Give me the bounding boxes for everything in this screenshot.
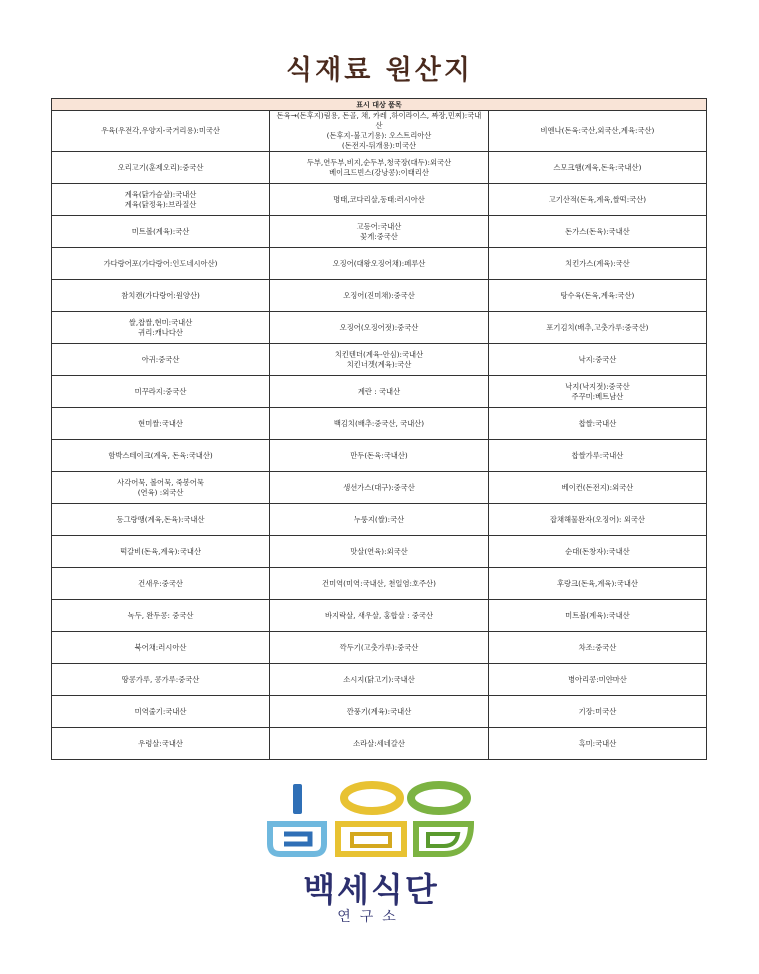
table-cell: 찹쌀가루:국내산 — [488, 440, 706, 472]
table-cell: 차조:중국산 — [488, 632, 706, 664]
table-row — [52, 600, 707, 632]
table-cell: 참치캔(가다랑어:원양산) — [52, 280, 270, 312]
table-row — [52, 632, 707, 664]
table-cell: 후랑크(돈육,계육):국내산 — [488, 568, 706, 600]
table-cell: 오징어(진미채):중국산 — [270, 280, 489, 312]
table-row — [52, 536, 707, 568]
origin-table — [51, 98, 707, 760]
table-row — [52, 472, 707, 504]
table-cell: 녹두, 완두콩: 중국산 — [52, 600, 270, 632]
table-cell: 누룽지(쌀):국산 — [270, 504, 489, 536]
table-row — [52, 568, 707, 600]
table-cell: 현미쌀:국내산 — [52, 408, 270, 440]
table-cell: 고기산적(돈육,계육,쌀떡:국산) — [488, 184, 706, 216]
table-row — [52, 184, 707, 216]
logo-digit-one — [293, 784, 302, 814]
table-cell: 잡채해물완자(오징어): 외국산 — [488, 504, 706, 536]
table-cell: 계란 : 국내산 — [270, 376, 489, 408]
table-cell: 치킨텐더(계육-안심):국내산 치킨너겟(계육):국산 — [270, 344, 489, 376]
logo-bowl-yellow — [338, 824, 404, 854]
table-cell: 치킨가스(계육):국산 — [488, 248, 706, 280]
table-row — [52, 504, 707, 536]
table-cell: 두부,연두부,비지,순두부,청국장(대두):외국산 베이크드빈스(강낭콩):이태리산 — [270, 152, 489, 184]
table-cell: 쌀,찹쌀,현미:국내산 귀리:캐나다산 — [52, 312, 270, 344]
table-cell: 흑미:국내산 — [488, 728, 706, 760]
table-cell: 가다랑어포(가다랑어:인도네시아산) — [52, 248, 270, 280]
table-cell: 포기김치(배추,고춧가루:중국산) — [488, 312, 706, 344]
table-cell: 생선가스(대구):중국산 — [270, 472, 489, 504]
table-row — [52, 408, 707, 440]
table-cell: 땅콩가루, 콩가루:중국산 — [52, 664, 270, 696]
table-body — [52, 111, 707, 760]
table-cell: 오리고기(훈제오리):중국산 — [52, 152, 270, 184]
table-cell: 동그랑땡(계육,돈육):국내산 — [52, 504, 270, 536]
table-cell: 계육(닭가슴살):국내산 계육(닭정육):브라질산 — [52, 184, 270, 216]
table-cell: 찹쌀:국내산 — [488, 408, 706, 440]
logo-digit-zero-1 — [344, 785, 400, 811]
table-cell: 미트볼(계육):국산 — [52, 216, 270, 248]
table-cell: 우육(우전각,우양지-국거리용):미국산 — [52, 111, 270, 152]
logo-name: 백세식단 — [303, 870, 439, 909]
table-cell: 아귀:중국산 — [52, 344, 270, 376]
table-row — [52, 216, 707, 248]
table-cell: 함박스테이크(계육, 돈육:국내산) — [52, 440, 270, 472]
table-row — [52, 312, 707, 344]
logo — [266, 776, 476, 926]
table-row — [52, 248, 707, 280]
table-cell: 떡갈비(돈육,계육):국내산 — [52, 536, 270, 568]
table-cell: 미역줄기:국내산 — [52, 696, 270, 728]
table-cell: 바지락살, 새우살, 홍합살 : 중국산 — [270, 600, 489, 632]
table-cell: 낙지:중국산 — [488, 344, 706, 376]
table-row — [52, 344, 707, 376]
table-cell: 기장:미국산 — [488, 696, 706, 728]
table-cell: 건새우:중국산 — [52, 568, 270, 600]
table-cell: 북어채:러시아산 — [52, 632, 270, 664]
table-cell: 비엔나(돈육:국산,외국산,계육:국산) — [488, 111, 706, 152]
table-cell: 소라살:세네갈산 — [270, 728, 489, 760]
table-cell: 깐풍기(계육):국내산 — [270, 696, 489, 728]
table-cell: 건미역(미역:국내산, 천일염:호주산) — [270, 568, 489, 600]
page-title: 식재료 원산지 — [286, 55, 473, 86]
table-cell: 맛살(연육):외국산 — [270, 536, 489, 568]
table-row — [52, 696, 707, 728]
table-row — [52, 664, 707, 696]
table-cell: 만두(돈육:국내산) — [270, 440, 489, 472]
table-cell: 낙지(낙지젓):중국산 주꾸미:베트남산 — [488, 376, 706, 408]
logo-bowl-blue — [270, 824, 324, 854]
table-row — [52, 152, 707, 184]
table-cell: 미꾸라지:중국산 — [52, 376, 270, 408]
table-cell: 병아리콩:미얀마산 — [488, 664, 706, 696]
logo-digit-zero-2 — [411, 785, 467, 811]
table-cell: 우렁살:국내산 — [52, 728, 270, 760]
table-row — [52, 440, 707, 472]
table-cell: 미트볼(계육):국내산 — [488, 600, 706, 632]
table-row — [52, 111, 707, 152]
table-cell: 고등어:국내산 꽃게:중국산 — [270, 216, 489, 248]
table-cell: 돈육→(돈후지)림용, 돈골, 채, 카레 ,하이라이스, 짜장,민찌):국내산 (돈후지-불고기용): 오스트리아산 (돈전지-뒤개용):미국산 — [270, 111, 489, 152]
logo-mark — [266, 776, 476, 864]
table-cell: 돈가스(돈육):국내산 — [488, 216, 706, 248]
logo-subtitle: 연구소 — [337, 909, 405, 925]
table-row — [52, 280, 707, 312]
table-row — [52, 728, 707, 760]
logo-bowl-green — [416, 824, 471, 854]
table-cell: 오징어(오징어젓):중국산 — [270, 312, 489, 344]
table-cell: 순대(돈창자):국내산 — [488, 536, 706, 568]
table-cell: 사각어묵, 볼어묵, 죽봉어묵 (연육) :외국산 — [52, 472, 270, 504]
table-cell: 백김치(배추:중국산, 국내산) — [270, 408, 489, 440]
table-cell: 소시지(닭고기):국내산 — [270, 664, 489, 696]
table-cell: 깍두기(고춧가루):중국산 — [270, 632, 489, 664]
table-header: 표시 대상 품목 — [52, 99, 707, 111]
table-cell: 스모크햄(계육,돈육:국내산) — [488, 152, 706, 184]
table-cell: 오징어(대왕오징어채):페루산 — [270, 248, 489, 280]
table-cell: 탕수육(돈육,계육:국산) — [488, 280, 706, 312]
table-cell: 명태,코다리살,동태:러시아산 — [270, 184, 489, 216]
table-cell: 베이컨(돈전지):외국산 — [488, 472, 706, 504]
table-row — [52, 376, 707, 408]
